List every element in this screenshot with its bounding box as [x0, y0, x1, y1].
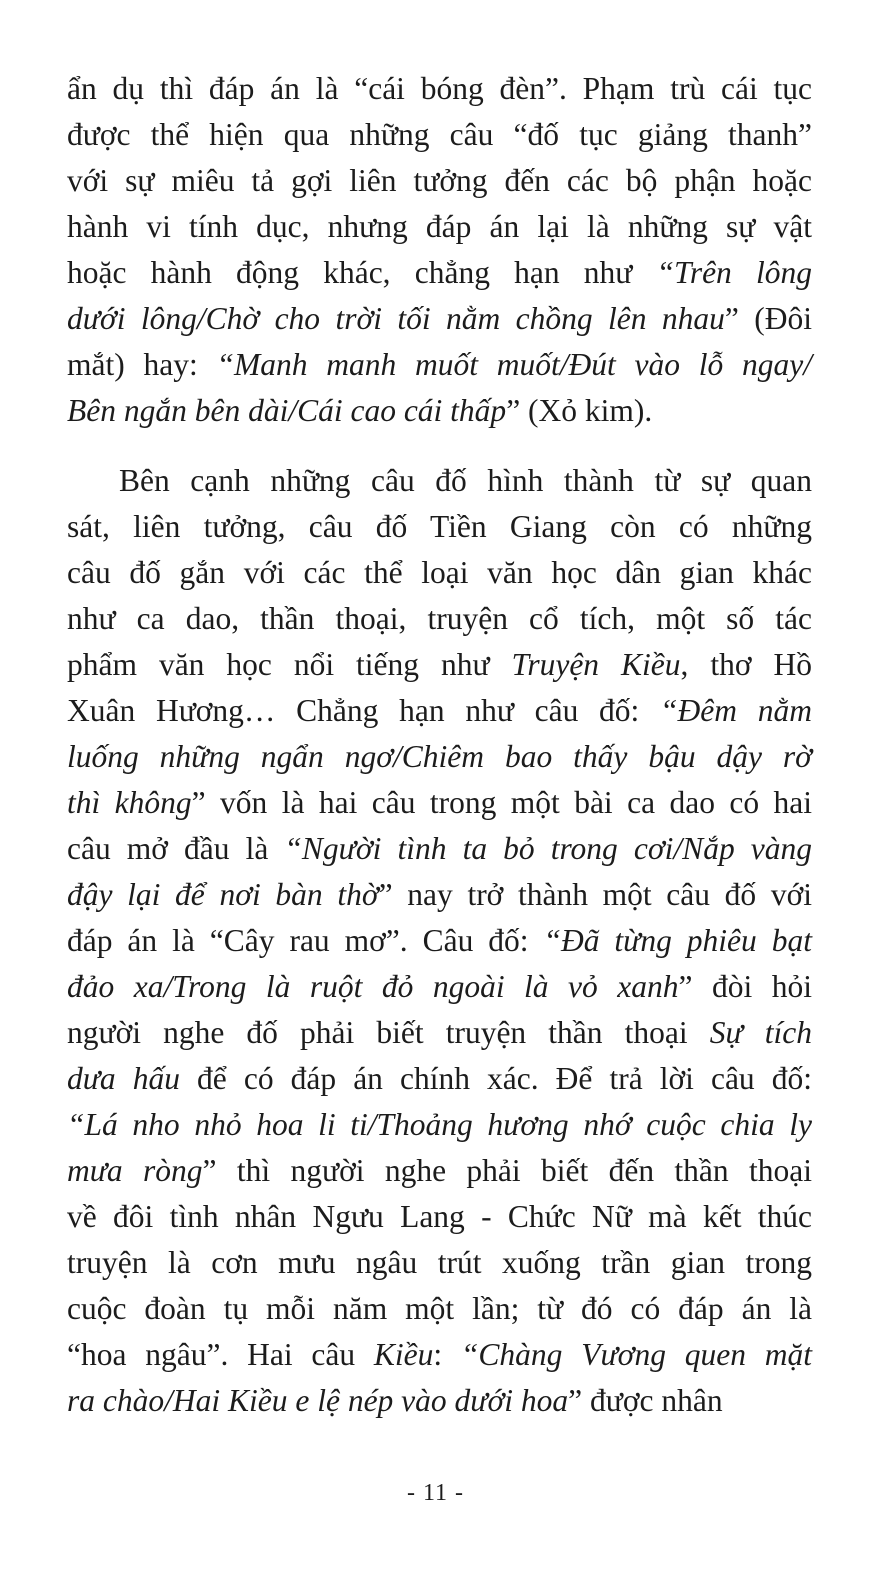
text-segment: ” đòi hỏi [678, 969, 812, 1004]
text-line [67, 458, 812, 504]
text-segment: về đôi tình nhân Ngưu Lang - Chức Nữ mà kết thúc [67, 1199, 812, 1234]
italic-text: ra chào/Hai Kiều e lệ nép vào dưới hoa [67, 1383, 569, 1418]
paragraph-1 [67, 66, 812, 434]
text-segment: hoặc hành động khác, chẳng hạn như [67, 255, 657, 290]
text-line [67, 1378, 812, 1424]
text-segment: câu mở đầu là [67, 831, 285, 866]
italic-text: Bên ngắn bên dài/Cái cao cái thấp [67, 393, 507, 428]
text-segment: người nghe đố phải biết truyện thần thoại [67, 1015, 710, 1050]
text-segment: : [433, 1337, 461, 1372]
text-line [67, 780, 812, 826]
text-segment: ” thì người nghe phải biết đến thần thoại [202, 1153, 812, 1188]
italic-text: dưới lông/Chờ cho trời tối nằm chồng lên nhau [67, 301, 725, 336]
italic-text: đảo xa/Trong là ruột đỏ ngoài là vỏ xanh [67, 969, 679, 1004]
text-segment: ” (Đôi [724, 301, 812, 336]
text-line [67, 1102, 812, 1148]
text-line [67, 596, 812, 642]
text-line [67, 918, 812, 964]
text-segment: truyện là cơn mưu ngâu trút xuống trần gian trong [67, 1245, 812, 1280]
text-line [67, 1148, 812, 1194]
italic-text: Sự tích [709, 1015, 812, 1050]
text-segment: ” (Xỏ kim). [506, 393, 653, 428]
text-line [67, 734, 812, 780]
text-line [67, 250, 812, 296]
italic-text: “Đã từng phiêu bạt [543, 923, 812, 958]
text-segment: Xuân Hương… Chẳng hạn như câu đố: [67, 693, 661, 728]
text-line [67, 872, 812, 918]
text-line [67, 1240, 812, 1286]
text-line [67, 688, 812, 734]
text-segment: mắt) hay: [67, 347, 217, 382]
paragraph-gap [67, 434, 812, 458]
italic-text: “Người tình ta bỏ trong cơi/Nắp vàng [284, 831, 812, 866]
text-line [67, 1286, 812, 1332]
text-segment: , thơ Hồ [680, 647, 812, 682]
text-segment: ” vốn là hai câu trong một bài ca dao có hai [191, 785, 812, 820]
italic-text: “Manh manh muốt muốt/Đút vào lỗ ngay/ [216, 347, 812, 382]
text-segment: câu đố gắn với các thể loại văn học dân gian khác [67, 555, 812, 590]
italic-text: “Chàng Vương quen mặt [460, 1337, 812, 1372]
text-segment: hành vi tính dục, nhưng đáp án lại là những sự vật [67, 209, 812, 244]
italic-text: “Lá nho nhỏ hoa li ti/Thoảng hương nhớ cuộc chia ly [67, 1107, 812, 1142]
text-segment: như ca dao, thần thoại, truyện cổ tích, một số tác [67, 601, 812, 636]
text-line [67, 112, 812, 158]
text-line [67, 1332, 812, 1378]
italic-text: thì không [67, 785, 192, 820]
text-line [67, 342, 812, 388]
text-line [67, 642, 812, 688]
text-segment: với sự miêu tả gợi liên tưởng đến các bộ phận hoặc [67, 163, 812, 198]
text-line [67, 204, 812, 250]
text-line [67, 504, 812, 550]
italic-text: đậy lại để nơi bàn thờ [67, 877, 379, 912]
text-segment: ” nay trở thành một câu đố với [378, 877, 812, 912]
text-line [67, 296, 812, 342]
text-line [67, 158, 812, 204]
text-segment: sát, liên tưởng, câu đố Tiền Giang còn có những [67, 509, 812, 544]
text-line [67, 964, 812, 1010]
italic-text: “Trên lông [656, 255, 812, 290]
italic-text: mưa ròng [67, 1153, 203, 1188]
italic-text: Kiều [373, 1337, 434, 1372]
text-segment: ẩn dụ thì đáp án là “cái bóng đèn”. Phạm trù cái tục [67, 71, 812, 106]
paragraph-2 [67, 458, 812, 1424]
text-segment: cuộc đoàn tụ mỗi năm một lần; từ đó có đáp án là [67, 1291, 812, 1326]
page-number: - 11 - [406, 1480, 465, 1506]
text-line [67, 826, 812, 872]
text-line [67, 1056, 812, 1102]
italic-text: Truyện Kiều [511, 647, 681, 682]
text-segment: được thể hiện qua những câu “đố tục giảng thanh” [67, 117, 812, 152]
text-segment: đáp án là “Cây rau mơ”. Câu đố: [67, 923, 544, 958]
text-segment: phẩm văn học nổi tiếng như [67, 647, 512, 682]
text-segment: ” được nhân [568, 1383, 723, 1418]
text-line [67, 1010, 812, 1056]
text-segment: Bên cạnh những câu đố hình thành từ sự quan [119, 463, 812, 498]
text-segment: “hoa ngâu”. Hai câu [67, 1337, 374, 1372]
italic-text: luống những ngẩn ngơ/Chiêm bao thấy bậu dậy rờ [67, 739, 812, 774]
page-body [67, 66, 812, 1424]
italic-text: “Đêm nằm [660, 693, 812, 728]
italic-text: dưa hấu [67, 1061, 180, 1096]
text-line [67, 388, 812, 434]
text-segment: để có đáp án chính xác. Để trả lời câu đố: [180, 1061, 812, 1096]
text-line [67, 1194, 812, 1240]
text-line [67, 66, 812, 112]
text-line [67, 550, 812, 596]
